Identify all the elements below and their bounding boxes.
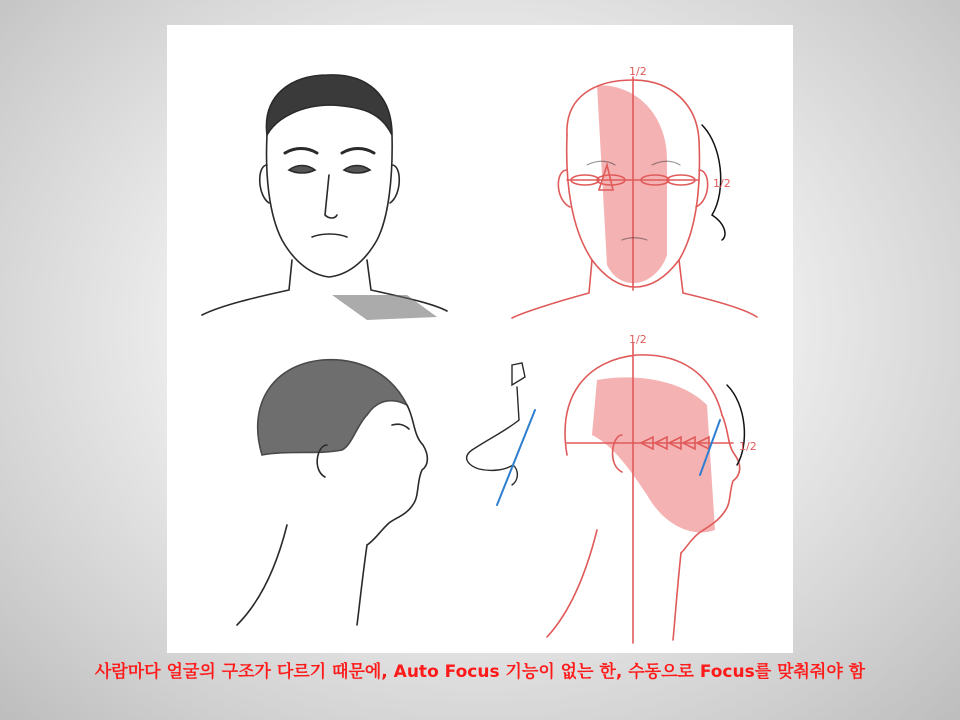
profile-guides [547,333,757,643]
front-face-guides [512,65,757,318]
profile-sketch [237,360,427,625]
half-label-side-profile: 1/2 [739,440,757,453]
focus-detail-sketch [467,363,535,505]
slide-caption: 사람마다 얼굴의 구조가 다르기 때문에, Auto Focus 기능이 없는 한, 수동으로 Focus를 맞춰줘야 함 [94,662,866,682]
half-label-side-front: 1/2 [713,177,731,190]
front-face-sketch [202,75,447,320]
half-label-top-profile: 1/2 [629,333,647,346]
half-label-top-front: 1/2 [629,65,647,78]
face-structure-illustration [167,25,793,653]
